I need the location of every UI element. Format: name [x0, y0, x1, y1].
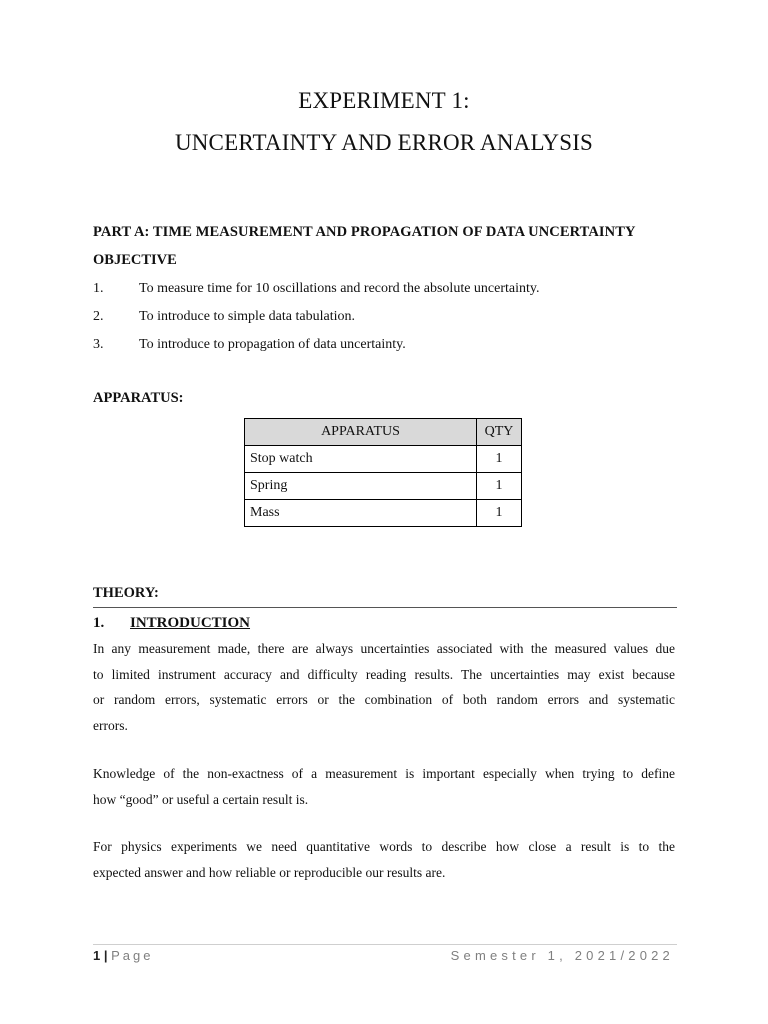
objective-item: [93, 337, 406, 353]
paragraph-non-exactness: [93, 761, 675, 812]
theory-heading: THEORY:: [93, 585, 159, 601]
paragraph-line: how “good” or useful a certain result is.: [93, 791, 309, 807]
table-cell-qty: 1: [477, 500, 522, 527]
paragraph-line: to limited instrument accuracy and difficulty reading results. The uncertainties may exist because: [93, 666, 675, 682]
objective-number: 2.: [93, 309, 104, 324]
apparatus-table: [244, 418, 522, 527]
table-cell-qty: 1: [477, 473, 522, 500]
objective-heading: OBJECTIVE: [93, 252, 177, 268]
objective-text: To measure time for 10 oscillations and record the absolute uncertainty.: [139, 281, 540, 296]
section-number: 1.: [93, 615, 105, 631]
table-header-row: [245, 419, 522, 446]
table-cell-item: Spring: [245, 473, 477, 500]
table-header-apparatus: APPARATUS: [245, 419, 477, 446]
paragraph-line: or random errors, systematic errors or the combination of both random errors and systematic: [93, 692, 675, 707]
section-divider: [93, 607, 677, 608]
paragraph-line: errors.: [93, 717, 128, 733]
section-title: INTRODUCTION: [130, 615, 251, 631]
paragraph-uncertainties: [93, 636, 675, 738]
paragraph-quantitative-words: [93, 834, 675, 885]
document-title-line2: UNCERTAINTY AND ERROR ANALYSIS: [174, 130, 594, 155]
part-a-heading: PART A: TIME MEASUREMENT AND PROPAGATION OF DATA UNCERTAINTY: [93, 224, 636, 240]
footer-semester: Semester 1, 2021/2022: [450, 948, 674, 963]
objective-number: 3.: [93, 337, 104, 352]
footer-page-indicator: [93, 948, 154, 963]
document-title-line1: EXPERIMENT 1:: [298, 88, 470, 113]
footer-divider: [93, 944, 677, 945]
paragraph-line: expected answer and how reliable or reproducible our results are.: [93, 864, 446, 880]
footer-separator: |: [103, 948, 108, 963]
table-row: [245, 500, 522, 527]
paragraph-line: Knowledge of the non-exactness of a measurement is important especially when trying to define: [93, 766, 675, 781]
table-cell-item: Mass: [245, 500, 477, 527]
objective-text: To introduce to propagation of data uncertainty.: [139, 337, 406, 352]
objective-item: [93, 309, 355, 325]
objective-number: 1.: [93, 281, 104, 296]
apparatus-heading: APPARATUS:: [93, 390, 184, 406]
introduction-heading: [93, 615, 250, 632]
table-cell-item: Stop watch: [245, 446, 477, 473]
page-number: 1: [93, 948, 101, 963]
objective-text: To introduce to simple data tabulation.: [139, 309, 355, 324]
page-label: Page: [111, 948, 154, 963]
table-row: [245, 446, 522, 473]
paragraph-line: For physics experiments we need quantitative words to describe how close a result is to the: [93, 839, 675, 854]
table-cell-qty: 1: [477, 446, 522, 473]
table-header-qty: QTY: [477, 419, 522, 446]
objective-item: [93, 281, 539, 297]
table-row: [245, 473, 522, 500]
paragraph-line: In any measurement made, there are always uncertainties associated with the measured values due: [93, 641, 675, 656]
